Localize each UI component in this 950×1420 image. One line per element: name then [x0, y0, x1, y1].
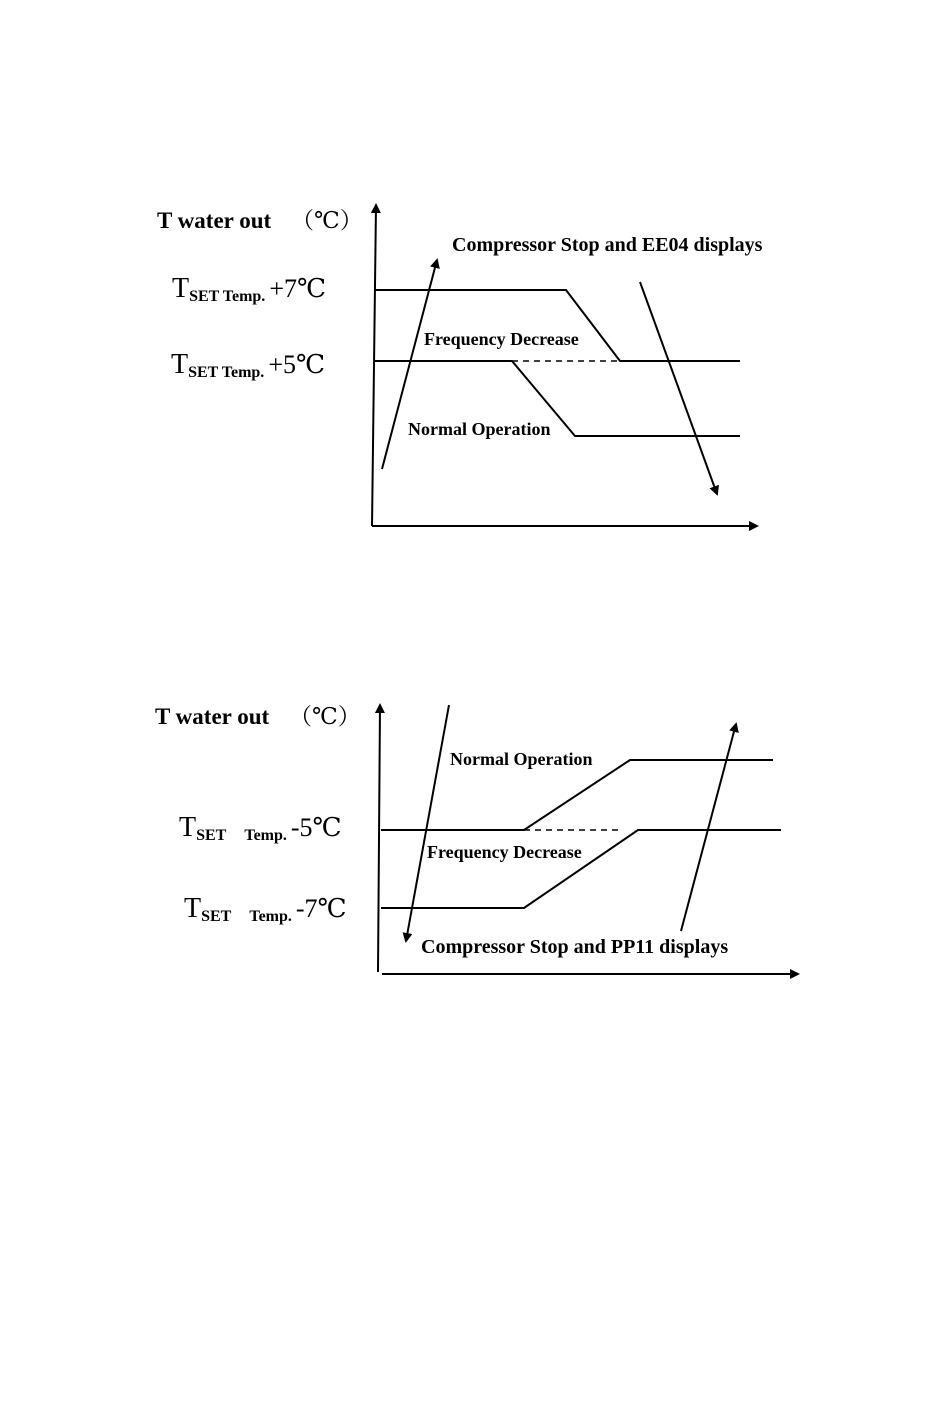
stop-threshold-line: [374, 290, 740, 361]
rising-arrow: [681, 724, 736, 931]
normal-threshold-line: [381, 760, 773, 830]
normal-label: Normal Operation: [408, 419, 551, 439]
level-low-label: TSET Temp. -7℃: [184, 893, 347, 925]
level-low-label: TSET Temp. +5℃: [171, 349, 326, 381]
diagram-bottom-svg: [0, 660, 950, 1020]
freq-label: Frequency Decrease: [427, 842, 582, 862]
normal-label: Normal Operation: [450, 749, 593, 769]
level-high-label: TSET Temp. -5℃: [179, 812, 342, 844]
axis-label: T water out: [155, 704, 270, 729]
falling-arrow: [640, 282, 717, 494]
y-axis: [372, 205, 376, 526]
stop-label: Compressor Stop and PP11 displays: [421, 936, 729, 958]
stop-label: Compressor Stop and EE04 displays: [452, 234, 763, 256]
y-axis: [378, 705, 380, 972]
falling-arrow: [406, 705, 449, 941]
level-high-label: TSET Temp. +7℃: [172, 273, 327, 305]
diagram-bottom: [0, 660, 950, 1020]
axis-unit: （℃）: [291, 208, 363, 233]
diagram-top-svg: [0, 0, 950, 560]
axis-unit: （℃）: [289, 704, 361, 729]
axis-label: T water out: [157, 208, 272, 233]
freq-label: Frequency Decrease: [424, 329, 579, 349]
diagram-top: [0, 0, 950, 560]
